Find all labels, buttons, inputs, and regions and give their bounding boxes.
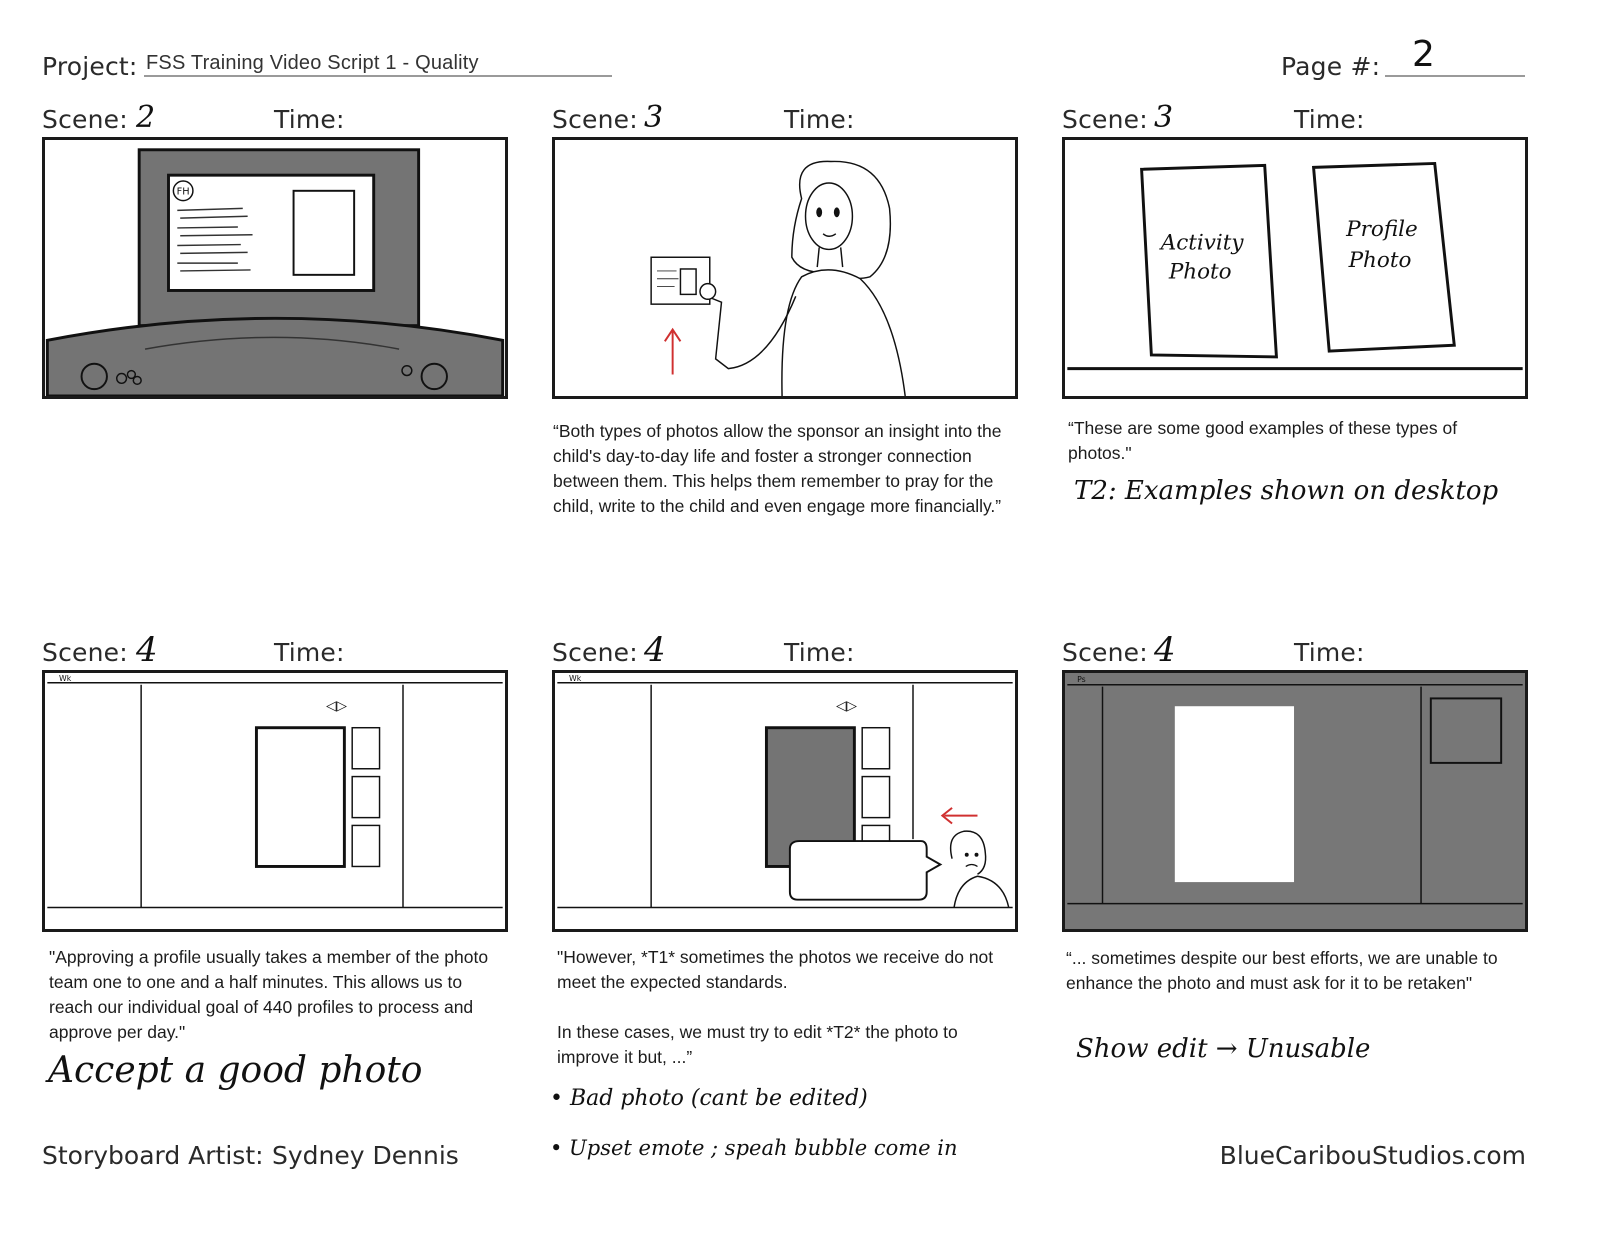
time-label: Time: [1294, 638, 1365, 667]
project-underline [144, 75, 612, 77]
page-number-underline [1385, 75, 1525, 77]
scene-number: 4 [136, 630, 158, 670]
page-number-value: 2 [1412, 34, 1435, 75]
corner-tag: Wk [59, 673, 72, 683]
corner-tag: Wk [569, 673, 582, 683]
scene-caption: “Both types of photos allow the sponsor an insight into the child's day-to-day life and foster a stronger connection between them. This helps them remember to pray for the child, write to the child and even engage more financially.” [553, 421, 1002, 516]
scene-number: 3 [644, 100, 664, 135]
time-label: Time: [784, 638, 855, 667]
scene-label: Scene: [552, 638, 638, 667]
artist-label: Storyboard Artist: [42, 1141, 264, 1170]
scene-caption: “These are some good examples of these types of photos." [1068, 418, 1458, 463]
scene-number: 2 [136, 100, 156, 135]
photo-cards-sketch [1065, 140, 1525, 396]
approval-interface-sketch [45, 673, 505, 929]
storyboard-panel-3 [1062, 137, 1528, 399]
scene-number: 3 [1154, 100, 1174, 135]
presenter-holding-photo-sketch [555, 140, 1015, 396]
scene-caption: "Approving a profile usually takes a member of the photo team one to one and a half minutes. This allows us to reach our individual goal of 440 profiles to process and approve per day." [49, 947, 489, 1042]
bad-photo-interface-sketch [555, 673, 1015, 929]
storyboard-panel-4 [42, 670, 508, 932]
storyboard-panel-5 [552, 670, 1018, 932]
storyboard-panel-2 [552, 137, 1018, 399]
artist-name: Sydney Dennis [272, 1141, 459, 1170]
time-label: Time: [784, 105, 855, 134]
photo-editor-sketch [1065, 673, 1525, 929]
scene-label: Scene: [552, 105, 638, 134]
card-label: Profile [1346, 216, 1418, 242]
time-label: Time: [274, 638, 345, 667]
corner-tag: Ps [1077, 674, 1086, 684]
handwritten-note: • Upset emote ; speah bubble come in [550, 1136, 958, 1160]
page-number-label: Page #: [1281, 52, 1381, 81]
scene-label: Scene: [1062, 638, 1148, 667]
handwritten-note: • Bad photo (cant be edited) [550, 1086, 868, 1111]
storyboard-panel-6 [1062, 670, 1528, 932]
time-label: Time: [274, 105, 345, 134]
nav-arrows: ◁▷ [836, 698, 858, 715]
project-label: Project: [42, 52, 138, 81]
storyboard-panel-1 [42, 137, 508, 399]
handwritten-note: Show edit → Unusable [1076, 1034, 1371, 1064]
screen-logo: FH [176, 186, 190, 198]
nav-arrows: ◁▷ [326, 698, 348, 715]
card-label: Photo [1168, 259, 1232, 285]
time-label: Time: [1294, 105, 1365, 134]
handwritten-note: T2: Examples shown on desktop [1074, 476, 1499, 506]
handwritten-note: Accept a good photo [48, 1050, 423, 1091]
scene-label: Scene: [1062, 105, 1148, 134]
scene-caption: “... sometimes despite our best efforts, we are unable to enhance the photo and must ask for it to be retaken" [1066, 948, 1498, 993]
scene-label: Scene: [42, 105, 128, 134]
project-title: FSS Training Video Script 1 - Quality [146, 52, 479, 74]
card-label: Photo [1348, 248, 1412, 274]
studio-website: BlueCaribouStudios.com [1219, 1141, 1526, 1170]
scene-number: 4 [644, 630, 666, 670]
card-label: Activity [1160, 230, 1244, 256]
scene-caption: "However, *T1* sometimes the photos we receive do not meet the expected standards. In these cases, we must try to edit *T2* the photo to improve it but, ...” [557, 947, 994, 1067]
scene-number: 4 [1154, 630, 1176, 670]
desktop-computer-sketch [45, 140, 505, 396]
scene-label: Scene: [42, 638, 128, 667]
